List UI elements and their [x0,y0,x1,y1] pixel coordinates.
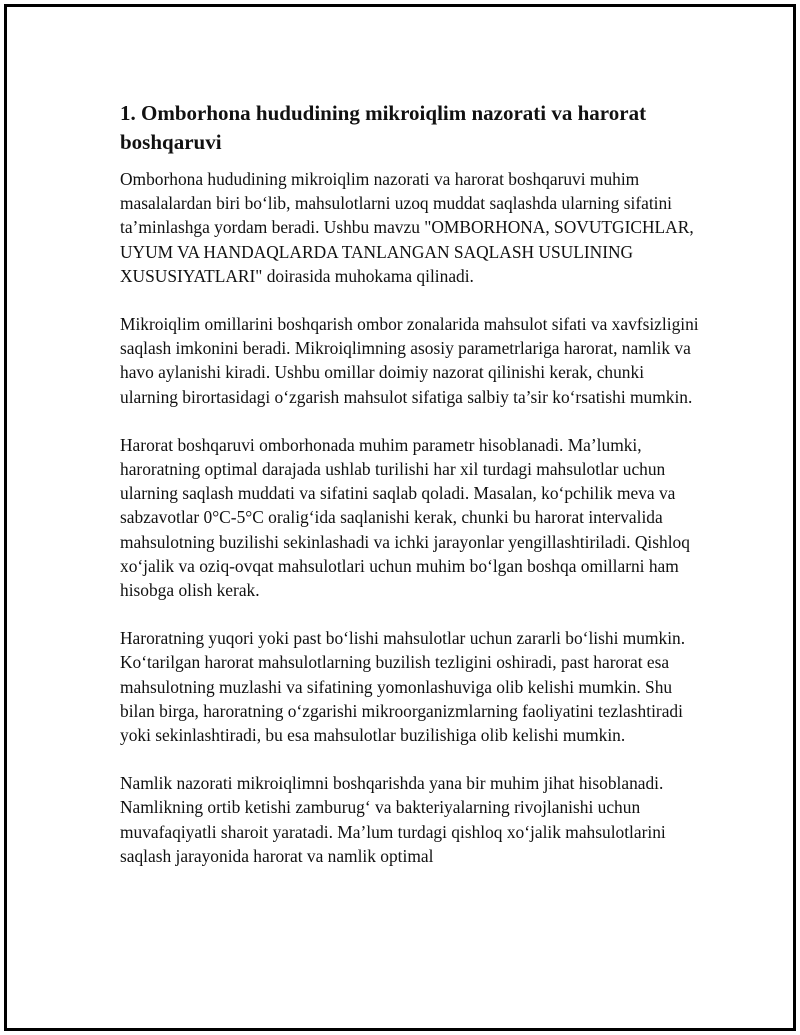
paragraph-1: Omborhona hududining mikroiqlim nazorati va harorat boshqaruvi muhim masalalardan biri bo‘lib, mahsulotlarni uzoq muddat saqlashda ularning sifatini ta’minlashga yordam beradi. Ushbu mavzu "OMBORHONA, SOVUTGICHLAR, UYUM VA HANDAQLARDA TANLANGAN SAQLASH USULINING XUSUSIYATLARI" doirasida muhokama qilinadi. [120,169,694,286]
paragraph-5: Namlik nazorati mikroiqlimni boshqarishda yana bir muhim jihat hisoblanadi. Namlikning ortib ketishi zamburug‘ va bakteriyalarning rivojlanishi uchun muvafaqiyatli sharoit yaratadi. Ma’lum turdagi qishloq xo‘jalik mahsulotlarini saqlash jarayonida harorat va namlik optimal [120,773,666,866]
document-body [120,99,700,892]
page-frame [4,4,796,1031]
paragraph-2: Mikroiqlim omillarini boshqarish ombor zonalarida mahsulot sifati va xavfsizligini saqlash imkonini beradi. Mikroiqlimning asosiy parametrlariga harorat, namlik va havo aylanishi kiradi. Ushbu omillar doimiy nazorat qilinishi kerak, chunki ularning birortasidagi o‘zgarish mahsulot sifatiga salbiy ta’sir ko‘rsatishi mumkin. [120,314,699,407]
paragraph-4: Haroratning yuqori yoki past bo‘lishi mahsulotlar uchun zararli bo‘lishi mumkin. Ko‘tarilgan harorat mahsulotlarning buzilish tezligini oshiradi, past harorat esa mahsulotning muzlashi va sifatining yomonlashuviga olib kelishi mumkin. Shu bilan birga, haroratning o‘zgarishi mikroorganizmlarning faoliyatini tezlashtiradi yoki sekinlashtiradi, bu esa mahsulotlar buzilishiga olib kelishi mumkin. [120,628,686,746]
section-heading: 1. Omborhona hududining mikroiqlim nazorati va harorat boshqaruvi [120,101,647,154]
paragraph-3: Harorat boshqaruvi omborhonada muhim parametr hisoblanadi. Ma’lumki, haroratning optimal darajada ushlab turilishi har xil turdagi mahsulotlar uchun ularning saqlash muddati va sifatini saqlab qoladi. Masalan, ko‘pchilik meva va sabzavotlar 0°C-5°C oralig‘ida saqlanishi kerak, chunki bu harorat intervalida mahsulotning buzilishi sekinlashadi va ichki jarayonlar yengillashtiriladi. Qishloq xo‘jalik va oziq-ovqat mahsulotlari uchun muhim bo‘lgan boshqa omillarni ham hisobga olish kerak. [120,434,690,601]
